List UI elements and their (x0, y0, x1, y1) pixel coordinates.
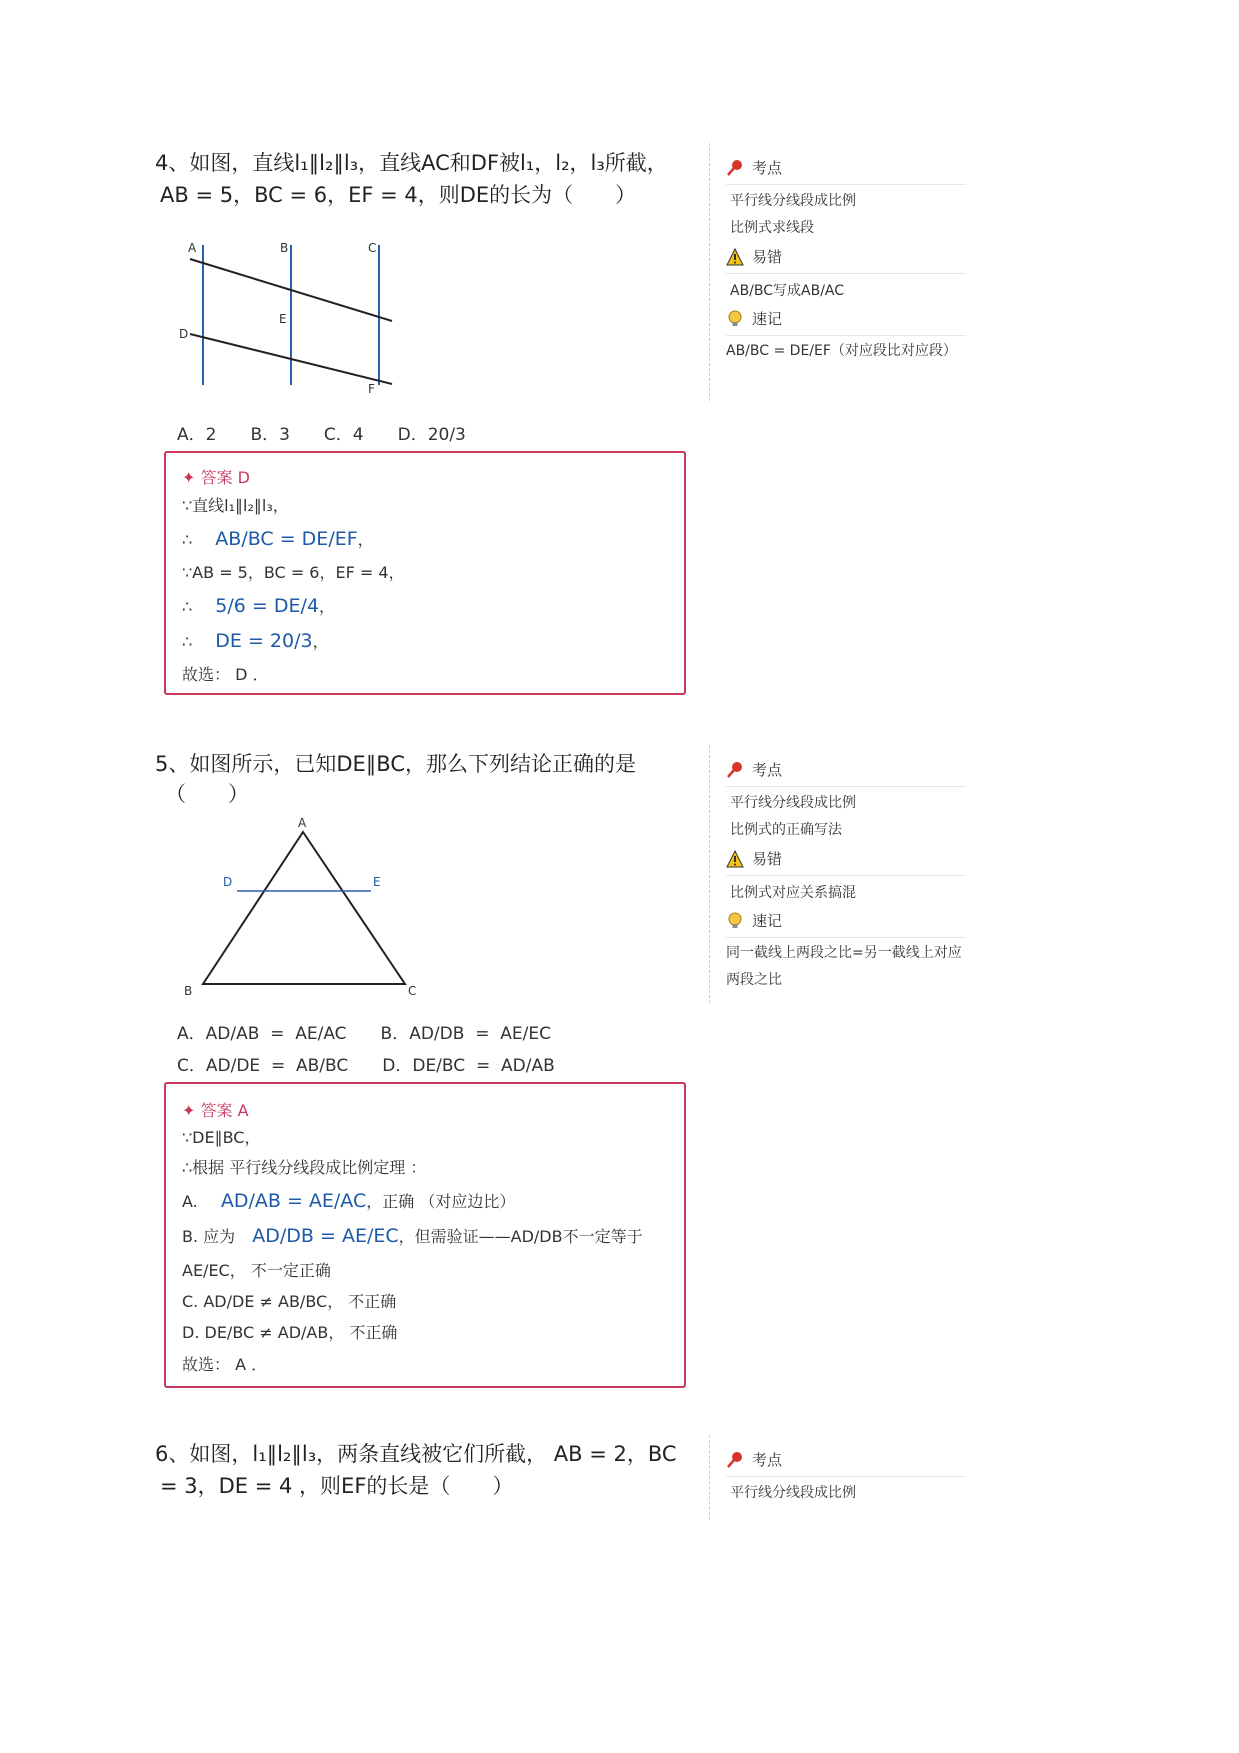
q4-answer-line1: ∵直线l₁∥l₂∥l₃， (182, 496, 289, 515)
q5-triangle (203, 832, 405, 984)
divider (726, 875, 966, 876)
q5-eq-b: AD/DB = AE/EC (252, 1225, 399, 1247)
q5-answer-title: ✦ 答案 A (182, 1101, 249, 1120)
q5-answer-option-b-cont: AE/EC， 不一定正确 (182, 1261, 331, 1280)
pushpin-icon (726, 1451, 744, 1469)
q6-stem-line1: 6、如图，l₁∥l₂∥l₃，两条直线被它们所截， AB = 2，BC (155, 1442, 677, 1466)
q4-answer-line5: ∴ DE = 20/3， (182, 630, 329, 652)
q5-suji-note: 同一截线上两段之比=另一截线上对应两段之比 (726, 945, 962, 988)
q5-label-b: B (184, 984, 193, 998)
q4-eq-substituted: 5/6 = DE/4 (215, 595, 319, 617)
q5-answer-option-b: B. 应为 AD/DB = AE/EC，但需验证——AD/DB不一定等于 (182, 1225, 643, 1247)
q4-yicuo-head: 易错 (726, 246, 782, 267)
pushpin-icon (726, 761, 744, 779)
q5-sidebar (709, 745, 960, 1003)
lightbulb-icon (726, 912, 744, 930)
q4-stem-line1: 4、如图，直线l₁∥l₂∥l₃，直线AC和DF被l₁，l₂，l₃所截， (155, 151, 668, 175)
q4-answer-line2: ∴ AB/BC = DE/EF， (182, 528, 374, 550)
therefore-symbol: ∴ (182, 530, 193, 549)
q5-options-row2: C．AD/DE = AB/BC D．DE/BC = AD/AB (177, 1056, 555, 1076)
q4-answer-box (164, 451, 686, 695)
q5-kaodian-head: 考点 (726, 759, 782, 780)
q5-kaodian-item-1: 平行线分线段成比例 (730, 795, 856, 811)
q4-eq-result: DE = 20/3 (215, 630, 313, 652)
q4-kaodian-item-1: 平行线分线段成比例 (730, 193, 856, 209)
q4-stem-line2: AB = 5，BC = 6，EF = 4，则DE的长为（ ） (160, 183, 637, 207)
q4-kaodian-head: 考点 (726, 157, 782, 178)
q6-sidebar (709, 1435, 960, 1520)
q5-label-a: A (298, 816, 307, 830)
q4-label-a: A (188, 241, 197, 255)
lightbulb-icon (726, 310, 744, 328)
q5-label-d: D (223, 875, 233, 889)
q5-answer-box (164, 1082, 686, 1388)
q4-label-c: C (368, 241, 377, 255)
q4-label-b: B (280, 241, 289, 255)
q4-answer-line4: ∴ 5/6 = DE/4， (182, 595, 335, 617)
q4-kaodian-item-2: 比例式求线段 (730, 220, 814, 236)
warning-icon (726, 248, 744, 266)
q4-eq-ratio: AB/BC = DE/EF (215, 528, 358, 550)
q4-answer-title: ✦ 答案 D (182, 468, 250, 487)
q4-label-f: F (368, 382, 375, 396)
q5-answer-option-a: A. AD/AB = AE/AC，正确 （对应边比） (182, 1190, 516, 1212)
q5-eq-a: AD/AB = AE/AC (220, 1190, 367, 1212)
q4-suji-head: 速记 (726, 308, 782, 329)
divider (726, 335, 966, 336)
divider (726, 184, 966, 185)
q5-stem-line2: （ ） (165, 782, 249, 806)
divider (726, 273, 966, 274)
q4-label-e: E (279, 312, 287, 326)
q4-options: A．2 B．3 C．4 D．20/3 (177, 425, 466, 445)
q6-kaodian-head: 考点 (726, 1449, 782, 1470)
q5-answer-line2: ∴根据 平行线分线段成比例定理 ： (182, 1158, 427, 1177)
q5-options-row1: A．AD/AB = AE/AC B．AD/DB = AE/EC (177, 1024, 551, 1044)
divider (726, 937, 966, 938)
q5-label-e: E (373, 875, 381, 889)
q5-suji-head: 速记 (726, 910, 782, 931)
pushpin-icon (726, 159, 744, 177)
q5-kaodian-item-2: 比例式的正确写法 (730, 822, 842, 838)
q5-stem-line1: 5、如图所示，已知DE∥BC，那么下列结论正确的是 (155, 752, 636, 776)
q4-figure (170, 235, 420, 400)
q5-answer-option-c: C. AD/DE ≠ AB/BC， 不正确 (182, 1292, 397, 1311)
q5-answer-line1: ∵DE∥BC， (182, 1128, 261, 1147)
divider (726, 786, 966, 787)
q5-yicuo-item-1: 比例式对应关系搞混 (730, 885, 856, 901)
warning-icon (726, 850, 744, 868)
q6-kaodian-item-1: 平行线分线段成比例 (730, 1485, 856, 1501)
q4-yicuo-item-1: AB/BC写成AB/AC (730, 283, 845, 299)
q4-suji-note: AB/BC = DE/EF（对应段比对应段） (726, 343, 957, 359)
q5-figure (175, 812, 435, 1007)
q5-label-c: C (408, 984, 417, 998)
q5-answer-choice: 故选： A ． (182, 1355, 268, 1374)
q4-label-d: D (179, 327, 189, 341)
q6-stem-line2: = 3，DE = 4 ，则EF的长是（ ） (160, 1474, 514, 1498)
q5-yicuo-head: 易错 (726, 848, 782, 869)
q4-sidebar (709, 143, 960, 401)
q4-answer-line3: ∵AB = 5，BC = 6，EF = 4， (182, 563, 405, 582)
q5-answer-option-d: D. DE/BC ≠ AD/AB， 不正确 (182, 1323, 398, 1342)
divider (726, 1476, 966, 1477)
q4-answer-choice: 故选： D ． (182, 665, 269, 684)
